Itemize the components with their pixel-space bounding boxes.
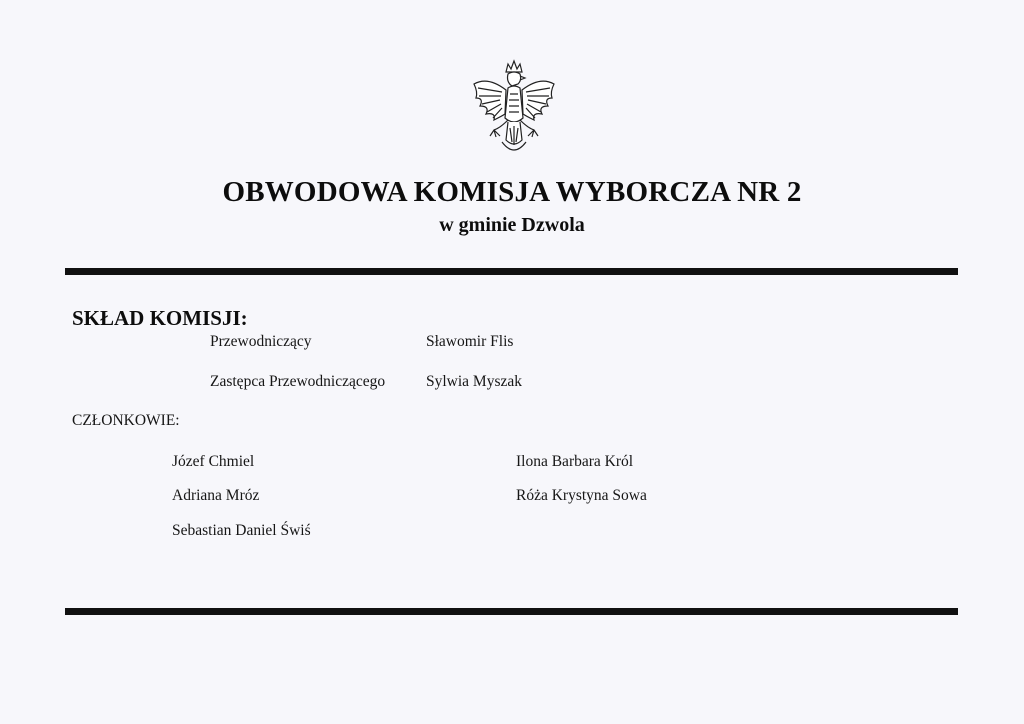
bottom-divider xyxy=(65,608,958,615)
officer-name: Sylwia Myszak xyxy=(426,373,523,390)
officer-name: Sławomir Flis xyxy=(426,333,514,350)
member-name: Adriana Mróz xyxy=(172,487,260,504)
top-divider xyxy=(65,268,958,275)
members-heading: CZŁONKOWIE: xyxy=(72,412,180,429)
document-subtitle: w gminie Dzwola xyxy=(439,214,585,236)
officer-role: Zastępca Przewodniczącego xyxy=(210,373,386,390)
eagle-emblem-icon xyxy=(468,58,560,162)
officer-role: Przewodniczący xyxy=(210,333,312,350)
document-title: OBWODOWA KOMISJA WYBORCZA NR 2 xyxy=(222,176,802,208)
member-name: Sebastian Daniel Świś xyxy=(172,522,311,539)
member-name: Ilona Barbara Król xyxy=(516,453,634,470)
member-name: Róża Krystyna Sowa xyxy=(516,487,647,504)
member-name: Józef Chmiel xyxy=(172,453,255,470)
composition-heading: SKŁAD KOMISJI: xyxy=(72,306,248,330)
